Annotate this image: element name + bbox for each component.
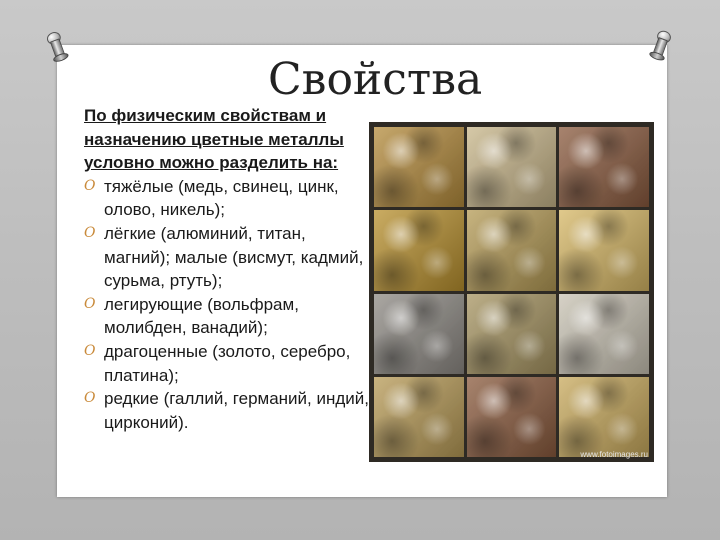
- metal-texture-tile: [374, 210, 464, 290]
- list-item: [84, 293, 374, 340]
- list-item-text: редкие (галлий, германий, индий, цирконий).: [104, 389, 370, 432]
- list-item-text: легирующие (вольфрам, молибден, ванадий);: [104, 294, 299, 338]
- list-item-text: лёгкие (алюминий, титан, магний); малые (висмут, кадмий, сурьма, ртуть);: [104, 223, 364, 291]
- metal-texture-tile: [559, 294, 649, 374]
- metal-textures-image: [369, 122, 654, 462]
- metal-texture-tile: [467, 127, 557, 207]
- list-item: [84, 175, 374, 222]
- list-item-text: тяжёлые (медь, свинец, цинк, олово, никель);: [104, 176, 339, 220]
- bullet-icon: O: [84, 177, 96, 194]
- metal-texture-tile: [374, 127, 464, 207]
- bullet-icon: O: [84, 295, 96, 312]
- bullet-icon: O: [84, 390, 96, 407]
- content-text: [84, 104, 374, 434]
- pushpin-icon: [647, 28, 672, 62]
- metal-texture-tile: [467, 377, 557, 457]
- list-item: [84, 222, 374, 293]
- metal-texture-tile: [374, 377, 464, 457]
- intro-text: По физическим свойствам и назначению цветные металлы условно можно разделить на:: [84, 106, 344, 173]
- bullet-icon: O: [84, 342, 96, 359]
- metal-texture-tile: [559, 377, 649, 457]
- list-item-text: драгоценные (золото, серебро, платина);: [104, 341, 351, 385]
- metal-texture-tile: [467, 210, 557, 290]
- metal-texture-tile: [559, 210, 649, 290]
- metal-texture-tile: [467, 294, 557, 374]
- bullet-icon: O: [84, 224, 96, 241]
- slide-title: Свойства: [268, 54, 483, 105]
- pushpin-icon: [43, 30, 68, 64]
- list-item: [84, 387, 374, 434]
- metal-texture-tile: [559, 127, 649, 207]
- list-item: [84, 340, 374, 387]
- image-watermark: www.fotoimages.ru: [580, 450, 648, 459]
- metal-texture-tile: [374, 294, 464, 374]
- bullet-list: [84, 175, 374, 435]
